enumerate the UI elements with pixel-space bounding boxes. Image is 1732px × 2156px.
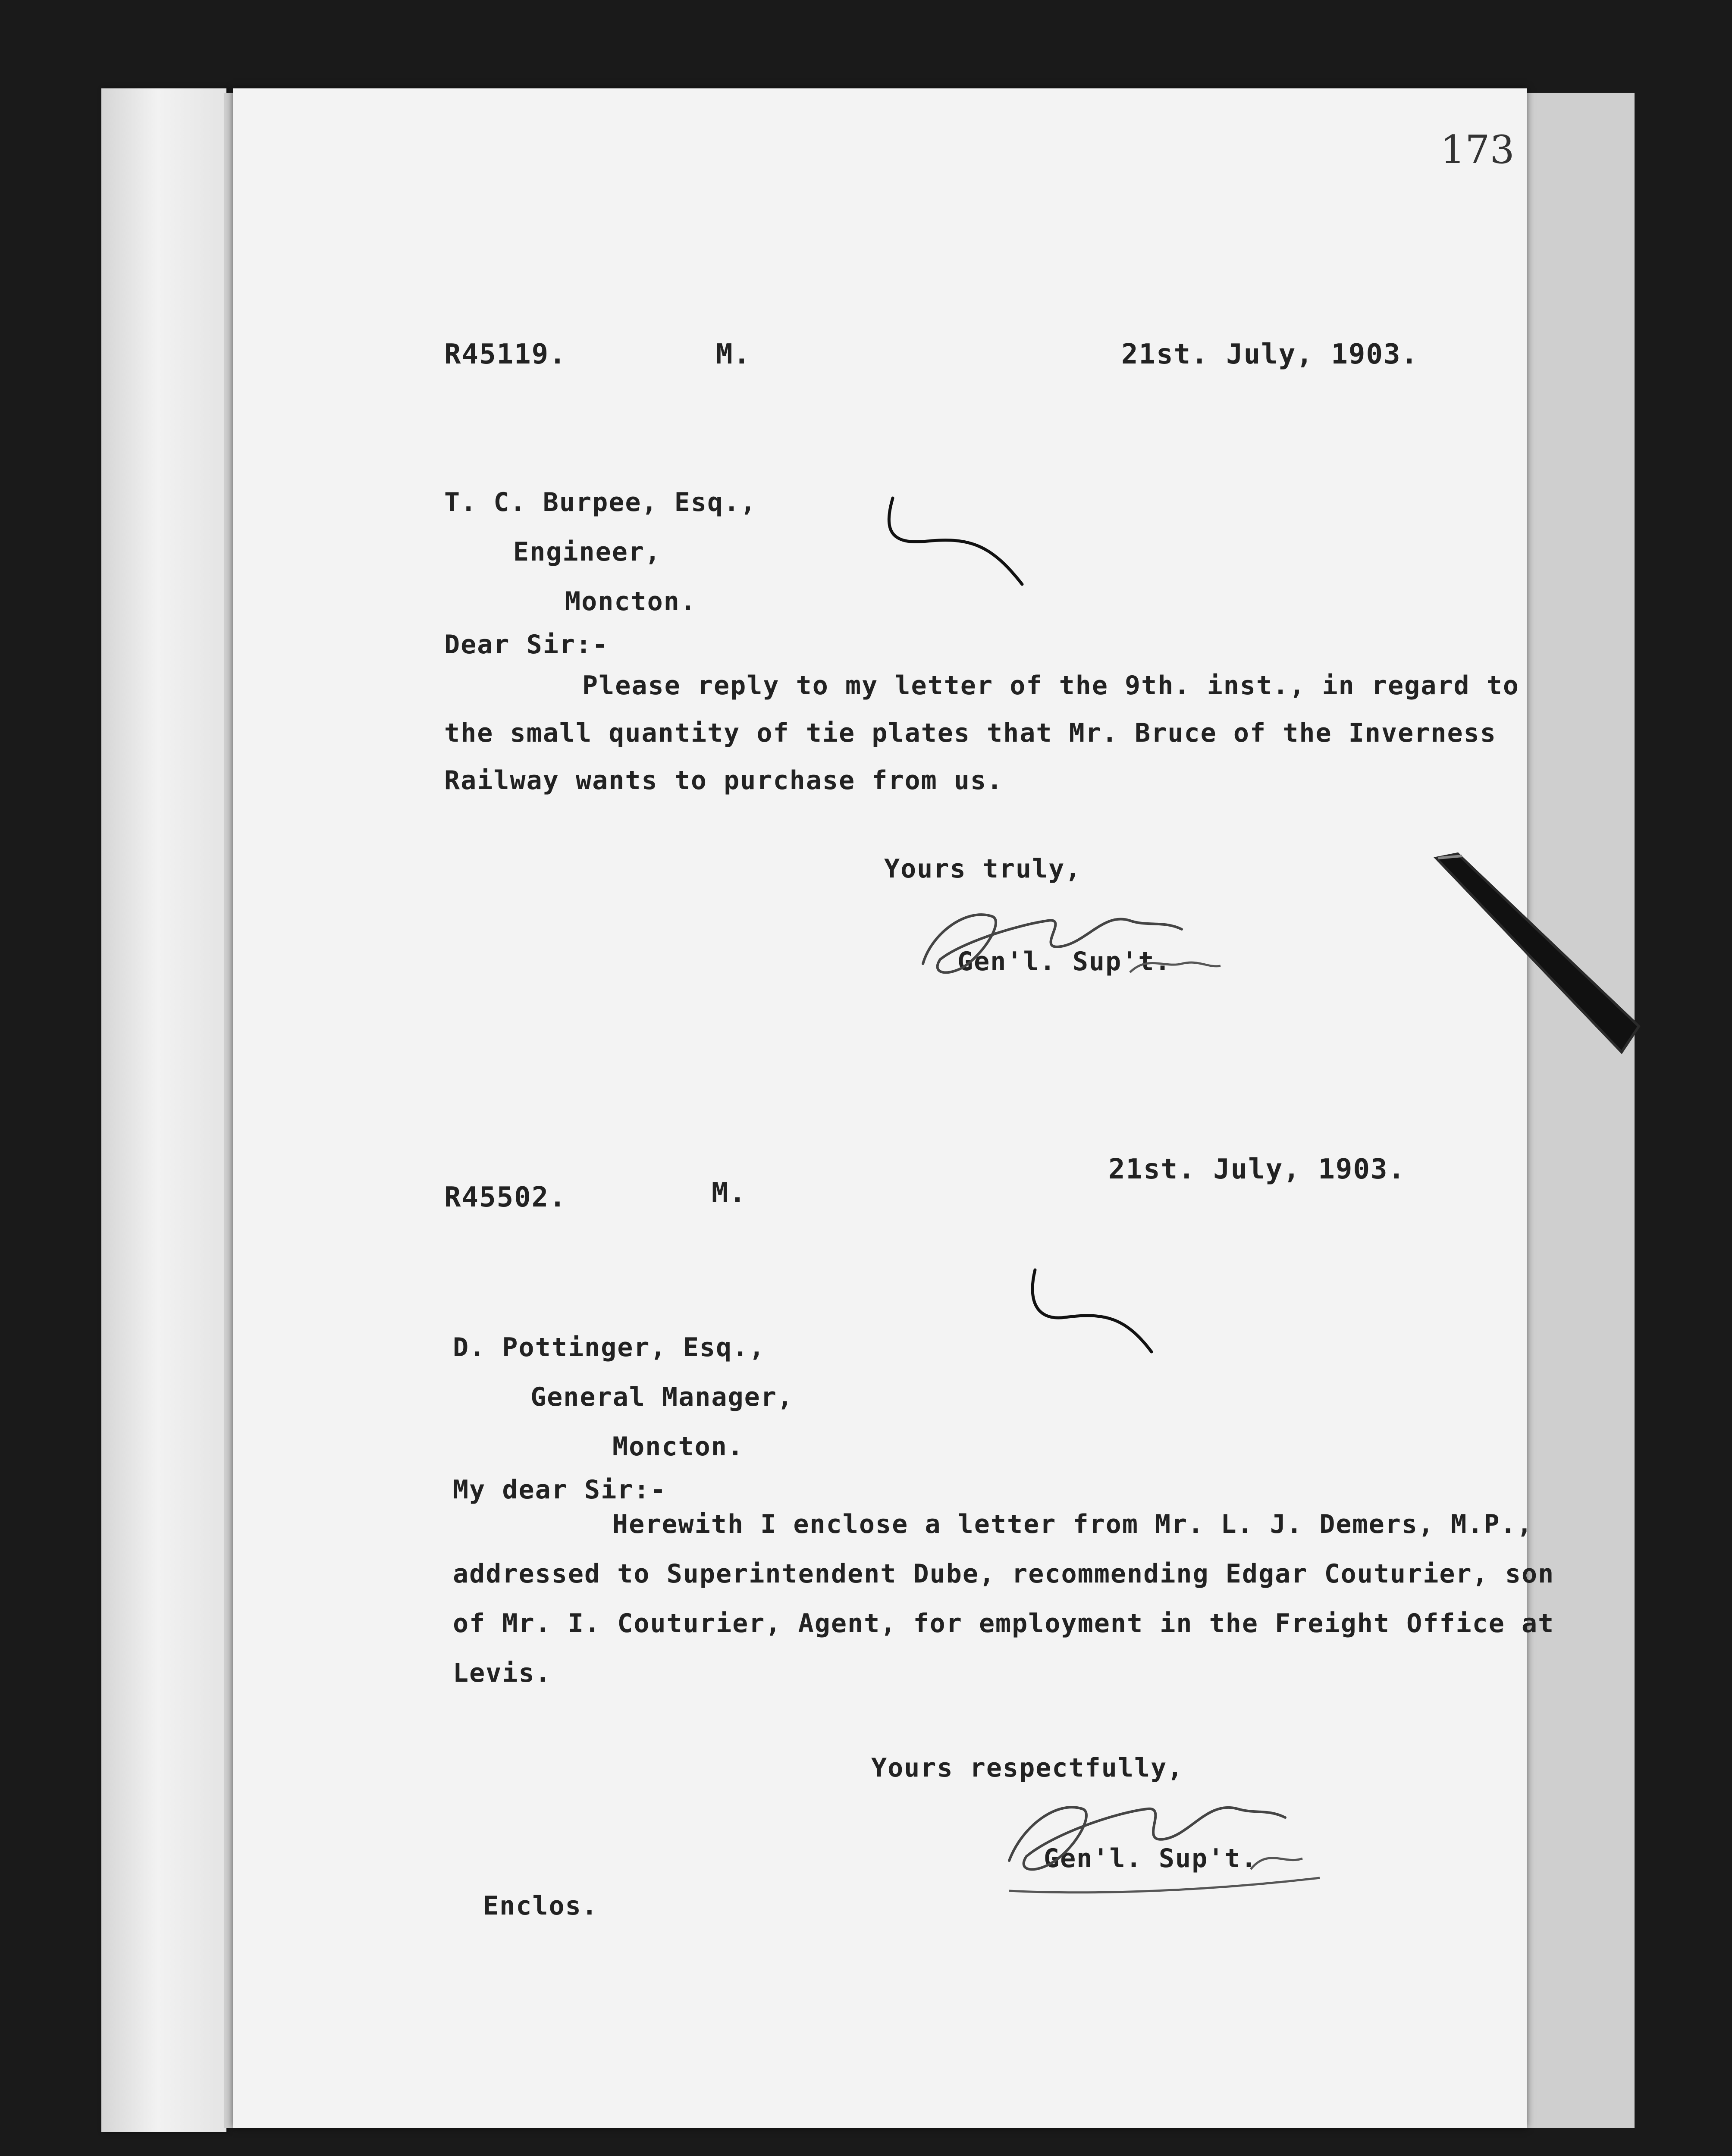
letter2-body-line-1: Herewith I enclose a letter from Mr. L. J. Demers, M.P.,	[612, 1509, 1533, 1539]
letterbook-page	[233, 88, 1555, 2128]
letter1-addressee-name: T. C. Burpee, Esq.,	[444, 487, 757, 517]
letter2-signer-title: Gen'l. Sup't.	[1044, 1843, 1258, 1874]
letter2-body-line-4: Levis.	[453, 1658, 552, 1688]
letter1-body-line-1: Please reply to my letter of the 9th. inst., in regard to	[582, 671, 1520, 701]
letter2-body-line-3: of Mr. I. Couturier, Agent, for employment in the Freight Office at	[453, 1608, 1555, 1639]
letter2-addressee-title: General Manager,	[530, 1382, 794, 1412]
pencil-check-mark-2	[1022, 1261, 1203, 1373]
pencil-check-mark-1	[880, 489, 1078, 602]
letter1-date: 21st. July, 1903.	[1121, 338, 1419, 370]
letter1-closing: Yours truly,	[884, 854, 1082, 884]
letter1-addressee-city: Moncton.	[565, 586, 697, 617]
signature-2	[983, 1761, 1337, 1904]
pointer-pen-icon	[1432, 845, 1647, 1087]
letter2-closing: Yours respectfully,	[871, 1753, 1184, 1783]
letter1-body-line-3: Railway wants to purchase from us.	[444, 765, 1004, 796]
letter2-enclosure-note: Enclos.	[483, 1891, 598, 1921]
letter2-salutation: My dear Sir:-	[453, 1475, 667, 1505]
letter1-file-number: R45119.	[444, 338, 567, 370]
letter1-addressee-title: Engineer,	[513, 537, 662, 567]
binding-strip	[101, 88, 226, 2132]
letter2-addressee-city: Moncton.	[612, 1432, 744, 1462]
letter2-mark: M.	[712, 1177, 747, 1209]
letter2-addressee-name: D. Pottinger, Esq.,	[453, 1332, 766, 1363]
letter2-file-number: R45502.	[444, 1181, 567, 1213]
page-number: 173	[1440, 127, 1515, 172]
letter1-body-line-2: the small quantity of tie plates that Mr. Bruce of the Inverness	[444, 718, 1497, 748]
letter2-body-line-2: addressed to Superintendent Dube, recommending Edgar Couturier, son	[453, 1559, 1555, 1589]
letter1-mark: M.	[716, 338, 751, 370]
signature-1	[906, 882, 1233, 994]
letter1-signer-title: Gen'l. Sup't.	[957, 946, 1171, 977]
letter2-date: 21st. July, 1903.	[1108, 1153, 1406, 1185]
letter1-salutation: Dear Sir:-	[444, 630, 609, 660]
